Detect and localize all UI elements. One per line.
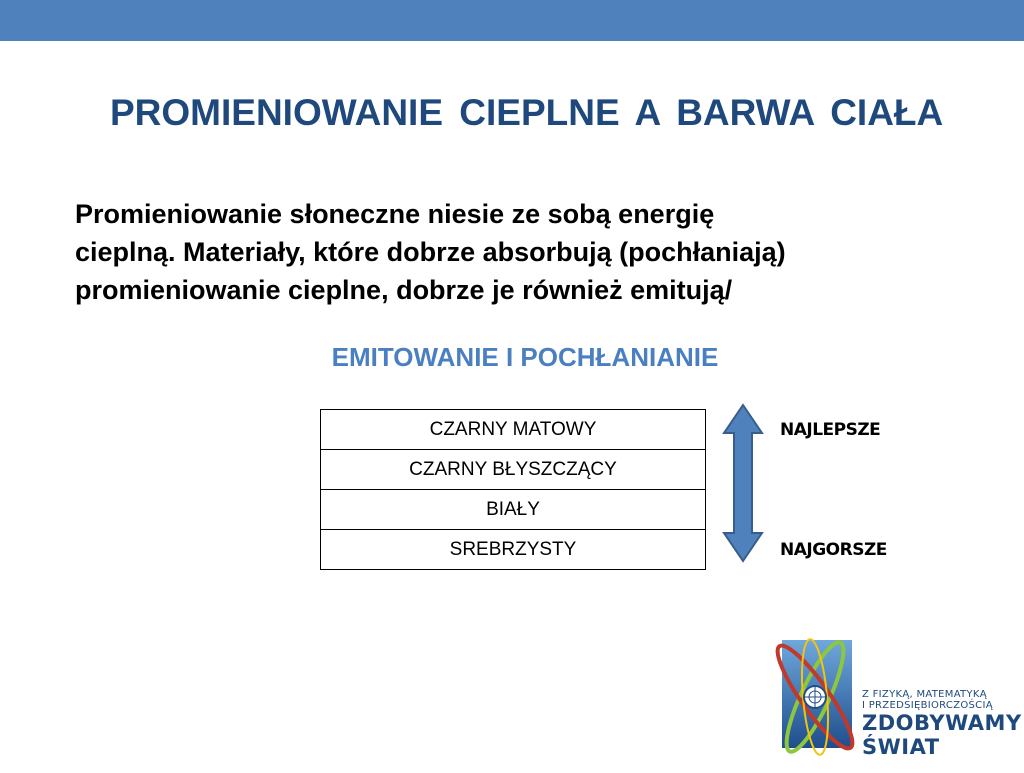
table-cell: BIAŁY <box>321 490 706 530</box>
logo-line-1: Z FIZYKĄ, MATEMATYKĄ <box>862 689 987 700</box>
table-row <box>321 490 706 530</box>
table-cell: CZARNY BŁYSZCZĄCY <box>321 450 706 490</box>
slide-title: PROMIENIOWANIE CIEPLNE A BARWA CIAŁA <box>110 92 944 133</box>
up-down-arrow-icon <box>722 403 764 563</box>
top-accent-bar <box>0 0 1024 41</box>
worst-label: NAJGORSZE <box>780 540 887 560</box>
table-row <box>321 450 706 490</box>
table-row <box>321 530 706 570</box>
logo-line-3: ZDOBYWAMY <box>862 711 1022 735</box>
logo-line-4: ŚWIAT <box>862 735 940 759</box>
body-paragraph <box>75 195 995 309</box>
ranking-table <box>320 409 706 570</box>
logo-line-2: I PRZEDSIĘBIORCZOŚCIĄ <box>862 700 993 711</box>
table-cell: CZARNY MATOWY <box>321 410 706 450</box>
table-cell: SREBRZYSTY <box>321 530 706 570</box>
body-line-1: Promieniowanie słoneczne niesie ze sobą energię <box>75 199 715 229</box>
best-label: NAJLEPSZE <box>780 420 881 440</box>
body-line-2: cieplną. Materiały, które dobrze absorbują (pochłaniają) <box>75 237 786 267</box>
table-row <box>321 410 706 450</box>
body-line-3: promieniowanie cieplne, dobrze je również emitują/ <box>75 275 733 305</box>
subheading: EMITOWANIE I POCHŁANIANIE <box>331 342 719 372</box>
